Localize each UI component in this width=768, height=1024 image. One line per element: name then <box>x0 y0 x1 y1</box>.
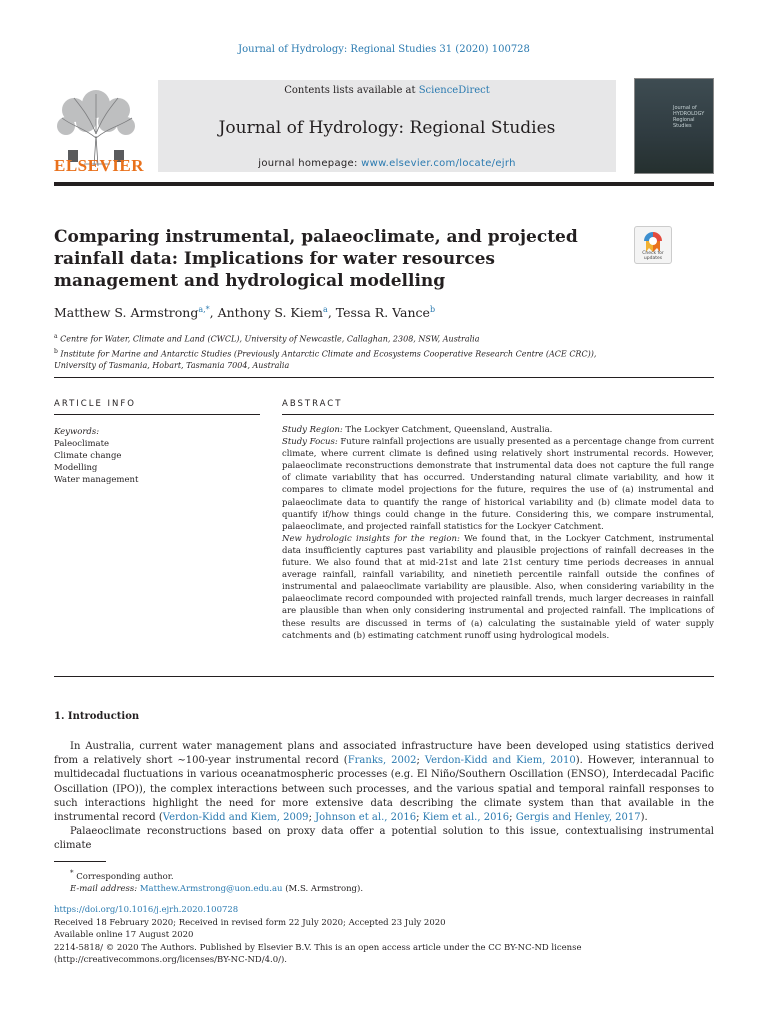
crossmark-label: Check for updates <box>642 251 664 261</box>
article-info-rule <box>54 414 260 415</box>
footnote-rule <box>54 861 106 862</box>
license-text: 2214-5818/ © 2020 The Authors. Published by Elsevier B.V. This is an open access article under the CC BY-NC-ND license <box>54 942 582 953</box>
email-link[interactable]: Matthew.Armstrong@uon.edu.au <box>139 883 283 894</box>
corresponding-author-text: Corresponding author. <box>76 871 174 882</box>
keyword: Climate change <box>54 451 122 461</box>
footnotes <box>54 867 714 895</box>
author-name[interactable]: Tessa R. Vance <box>335 305 430 321</box>
affiliation <box>54 331 634 346</box>
intro-text: ; <box>416 812 423 824</box>
journal-banner <box>158 80 616 172</box>
intro-text: ; <box>308 812 316 824</box>
article-metadata <box>54 904 714 967</box>
abstract-focus-text: Future rainfall projections are usually presented as a percentage change from current climate, where current climate is defined using relatively short instrumental records. However, palaeoclimate reconstructions demonstrate that instrumental data does not capture the full range of climate variability that has occurred. Understanding natural climate variability, and how it compares to climate model projections for the future, requires the use of (a) instrumental and palaeoclimate data to quantify the range of historical variability and (b) climate model data to quantify if/how things could change in the future. Considering this, we compare instrumental, palaeoclimate, and projected rainfall statistics for the Lockyer Catchment. <box>282 437 714 532</box>
abstract-focus <box>282 436 714 533</box>
article-info-heading: ARTICLE INFO <box>54 399 136 409</box>
author-affil-marker[interactable]: a,* <box>198 305 210 314</box>
masthead <box>54 76 714 180</box>
affiliation-marker: a <box>54 333 58 340</box>
author-name[interactable]: Matthew S. Armstrong <box>54 305 199 321</box>
abstract-region <box>282 424 714 436</box>
header-divider <box>54 377 714 378</box>
journal-homepage-link[interactable]: www.elsevier.com/locate/ejrh <box>361 158 516 169</box>
homepage-line <box>158 158 616 169</box>
citation-link[interactable]: Verdon-Kidd and Kiem, 2010 <box>424 755 576 767</box>
contents-prefix: Contents lists available at <box>284 85 419 96</box>
check-for-updates-badge[interactable] <box>634 226 672 264</box>
keyword: Paleoclimate <box>54 439 110 449</box>
cover-text: Journal of HYDROLOGY Regional Studies <box>673 105 705 129</box>
abstract-heading: ABSTRACT <box>282 399 343 409</box>
introduction-heading: 1. Introduction <box>54 711 140 722</box>
online-date: Available online 17 August 2020 <box>54 930 194 940</box>
introduction-body <box>54 740 714 854</box>
keyword: Water management <box>54 475 139 485</box>
affiliation-text: Institute for Marine and Antarctic Studies (Previously Antarctic Climate and Ecosystems Cooperative Research Centre (ACE CRC)), University of Tasmania, Hobart, Tasmania 7004, Australia <box>54 349 597 371</box>
abstract-insights <box>282 533 714 642</box>
author-affil-marker[interactable]: b <box>429 305 436 314</box>
author-affil-marker[interactable]: a <box>323 305 328 314</box>
abstract-focus-label: Study Focus: <box>282 437 338 448</box>
affiliation-text: Centre for Water, Climate and Land (CWCL), University of Newcastle, Callaghan, 2308, NSW, Australia <box>60 334 480 344</box>
received-dates: Received 18 February 2020; Received in revised form 22 July 2020; Accepted 23 July 2020 <box>54 917 446 928</box>
abstract-body <box>282 424 714 642</box>
journal-title: Journal of Hydrology: Regional Studies <box>218 118 556 138</box>
intro-paragraph: Palaeoclimate reconstructions based on proxy data offer a potential solution to this issue, contextualising instrumental climate <box>54 826 714 852</box>
email-note <box>54 883 714 895</box>
intro-text: ). However, interannual to multidecadal fluctuations in various oceanatmospheric processes (e.g. El Niño/Southern Oscillation (ENSO), Interdecadal Pacific Oscillation (IPO)), the complex interactions between such processes, and the various spatial and temporal rainfall responses to such interactions highlight the need for more extensive data describing the climate system than that available in the instrumental record ( <box>54 755 714 824</box>
sciencedirect-link[interactable]: ScienceDirect <box>418 85 490 96</box>
keyword: Modelling <box>54 463 98 473</box>
abstract-region-text: The Lockyer Catchment, Queensland, Australia. <box>342 425 553 435</box>
author-name[interactable]: Anthony S. Kiem <box>217 305 324 321</box>
affiliation <box>54 346 634 373</box>
intro-text: ). <box>640 812 648 824</box>
citation-link[interactable]: Verdon-Kidd and Kiem, 2009 <box>162 812 309 824</box>
homepage-prefix: journal homepage: <box>258 158 362 169</box>
paper-title: Comparing instrumental, palaeoclimate, and projected rainfall data: Implications for water resources management and hydrological modelling <box>54 227 578 291</box>
abstract-divider <box>54 676 714 677</box>
license-url[interactable]: (http://creativecommons.org/licenses/BY-NC-ND/4.0/). <box>54 955 287 965</box>
affiliations <box>54 331 634 372</box>
citation-link[interactable]: Franks, 2002 <box>347 755 417 767</box>
corresponding-author-note: * Corresponding author. <box>70 868 174 882</box>
intro-paragraph <box>54 740 714 825</box>
citation-link[interactable]: Kiem et al., 2016 <box>422 812 510 824</box>
keywords-block <box>54 426 260 486</box>
author-list: Matthew S. Armstrong$^{a,*}$, Anthony S. Kiem$^a$, Tessa R. Vance$^b$ <box>54 305 436 321</box>
intro-text: In Australia, current water management plans and associated infrastructure have been developed using statistics derived from a relatively short ∼100-year instrumental record ( <box>54 741 714 767</box>
abstract-region-label: Study Region: <box>282 425 343 435</box>
journal-cover-thumbnail[interactable] <box>634 78 714 174</box>
affiliation-marker: b <box>54 347 58 355</box>
intro-text: ; <box>509 812 516 824</box>
journal-citation-link[interactable]: Journal of Hydrology: Regional Studies 31 (2020) 100728 <box>238 44 530 55</box>
email-label: E-mail address: <box>70 883 138 894</box>
doi-link[interactable]: https://doi.org/10.1016/j.ejrh.2020.100728 <box>54 905 239 915</box>
citation-link[interactable]: Gergis and Henley, 2017 <box>515 812 641 824</box>
keywords-label: Keywords: <box>54 427 100 437</box>
citation-link[interactable]: Johnson et al., 2016 <box>315 812 417 824</box>
abstract-rule <box>282 414 714 415</box>
intro-text: ; <box>416 755 425 767</box>
contents-line <box>158 85 616 96</box>
abstract-insights-label: New hydrologic insights for the region: <box>282 533 460 544</box>
abstract-insights-text: We found that, in the Lockyer Catchment, instrumental data insufficiently captures past variability and plausible projections of rainfall decreases in the future. We also found that at mid-21st and late 21st century time periods decreases in annual average rainfall, rainfall variability, and ninetieth percentile rainfall outside the confines of instrumental and palaeoclimate variability are plausible. Also, when considering variability in the palaeoclimate record compounded with projected rainfall trends, much larger decreases in rainfall are plausible than when only considering instrumental and projected rainfall. The implications of these results are discussed in terms of (a) calculating the sustainable yield of water supply catchments and (b) estimating catchment runoff using hydrological models. <box>282 533 714 641</box>
elsevier-wordmark: ELSEVIER <box>54 156 144 175</box>
masthead-divider <box>54 182 714 186</box>
email-suffix: (M.S. Armstrong). <box>282 883 364 894</box>
